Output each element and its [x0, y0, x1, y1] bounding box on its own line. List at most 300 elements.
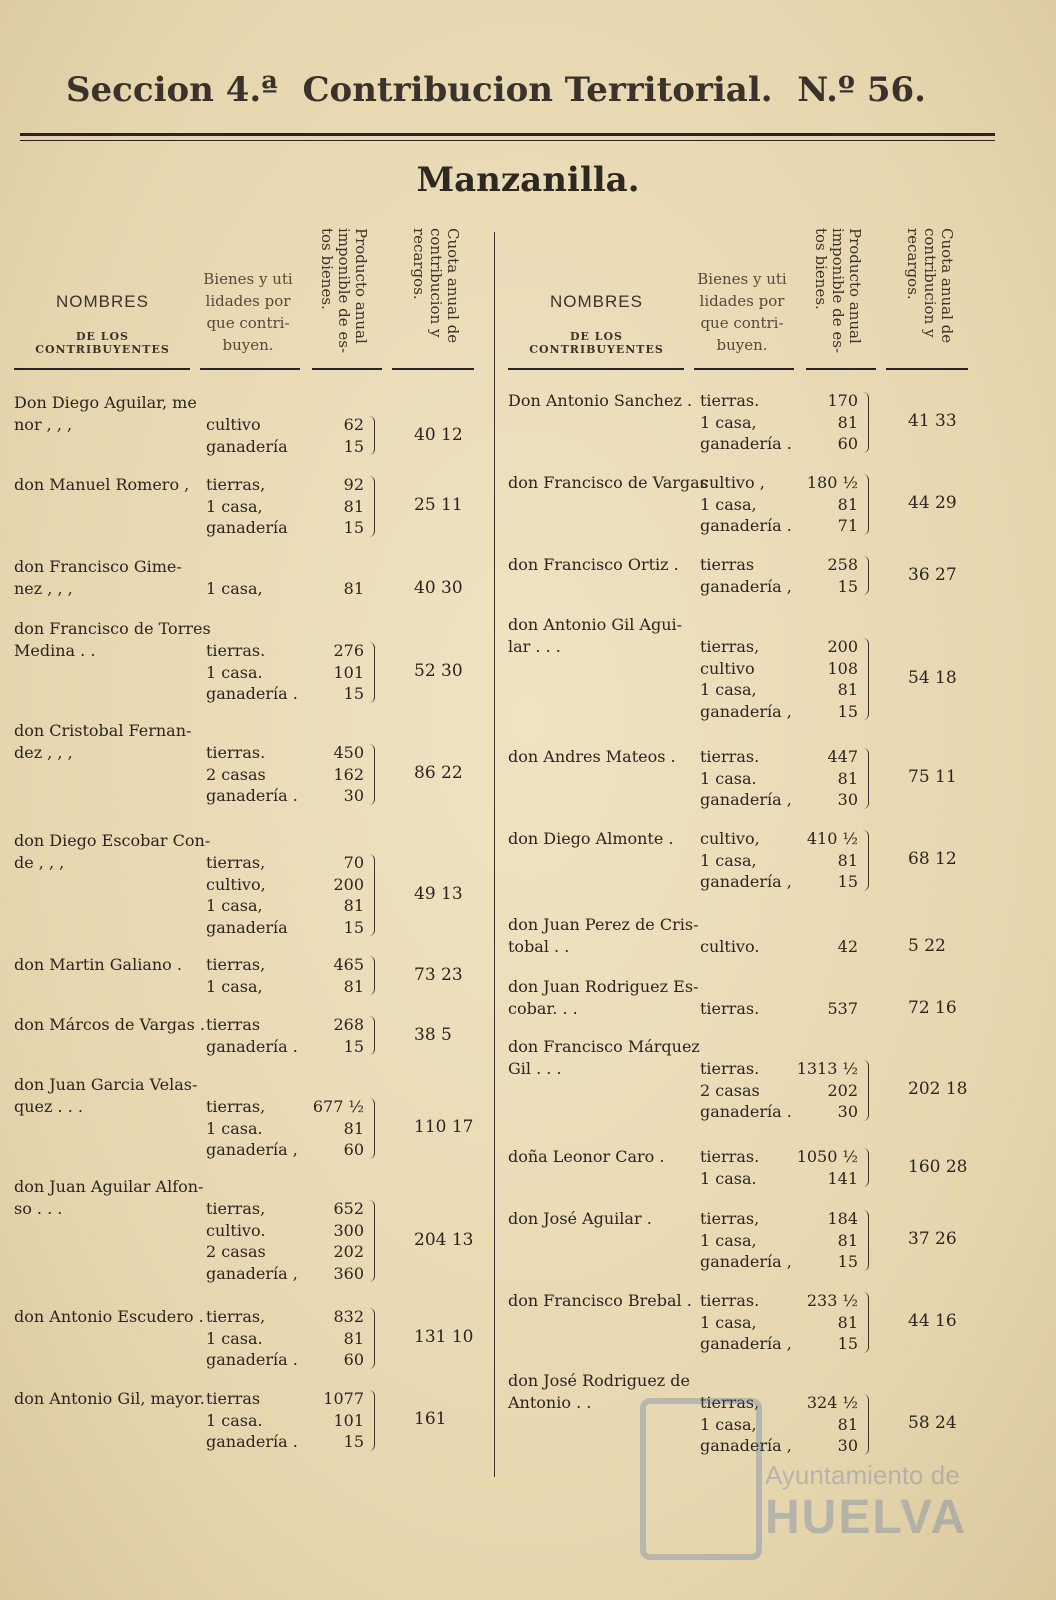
property-list [206, 1198, 364, 1284]
property-value: 15 [343, 518, 364, 537]
contributor-name-line: Antonio . . [508, 1393, 592, 1412]
property-label: ganadería . [700, 1102, 792, 1121]
contributor-name [508, 554, 679, 576]
property-value: 81 [837, 768, 858, 788]
property-label: cultivo [206, 415, 261, 434]
property-row [206, 436, 364, 458]
annual-quota: 41 33 [908, 411, 957, 432]
property-row [206, 578, 364, 600]
brace-mark [368, 956, 375, 995]
property-row [206, 474, 364, 496]
property-label: tierras [206, 1389, 261, 1408]
property-value: 81 [837, 1312, 858, 1332]
property-row [700, 679, 858, 701]
property-value: 300 [333, 1220, 364, 1240]
property-label: tierras. [206, 641, 266, 660]
property-value: 92 [343, 475, 364, 494]
contributor-name-line: Medina . . [14, 641, 96, 660]
property-value: 15 [837, 872, 858, 891]
contributor-name [14, 720, 191, 764]
header-title: Contribucion Territorial. [302, 70, 773, 110]
header-bienes-line: buyen. [222, 336, 274, 354]
property-value: 81 [837, 1230, 858, 1250]
property-list [700, 1058, 858, 1123]
brace-mark [368, 744, 375, 805]
property-row [700, 1312, 858, 1334]
property-label: 1 casa. [206, 1118, 263, 1138]
property-label: cultivo , [700, 473, 765, 492]
property-row [206, 874, 364, 896]
brace-mark [862, 1292, 869, 1353]
brace-mark [862, 1148, 869, 1187]
contributor-name-line: dez , , , [14, 743, 73, 762]
property-label: cultivo [700, 658, 755, 678]
property-value: 30 [837, 1102, 858, 1121]
property-label: tierras, [700, 1393, 760, 1412]
property-row [206, 895, 364, 917]
contributor-name-line: tobal . . [508, 937, 570, 956]
annual-quota: 75 11 [908, 767, 957, 788]
contributor-name-line: don Francisco de Vargas [508, 473, 708, 492]
property-label: ganadería [206, 917, 288, 937]
header-bienes [198, 268, 298, 356]
property-label: ganadería , [206, 1263, 298, 1283]
property-label: 2 casas [206, 764, 266, 784]
property-value: 81 [343, 1118, 364, 1138]
contributor-name [14, 618, 211, 662]
contributor-name [508, 472, 708, 494]
brace-mark [368, 1200, 375, 1282]
header-underline-cuota [392, 368, 474, 370]
property-label: tierras. [206, 743, 266, 762]
property-value: 81 [837, 494, 858, 514]
contributor-name-line: don Diego Escobar Con- [14, 831, 211, 850]
property-label: ganadería , [206, 1140, 298, 1159]
property-value: 15 [343, 1432, 364, 1451]
property-row [700, 494, 858, 516]
contributor-name [508, 746, 676, 768]
property-list [206, 742, 364, 807]
property-label: 1 casa. [206, 1328, 263, 1348]
property-label: tierras. [700, 747, 760, 766]
property-row [700, 412, 858, 434]
property-label: tierras. [700, 999, 760, 1018]
property-label: ganadería . [206, 684, 298, 703]
property-row [206, 976, 364, 998]
contributor-name [508, 390, 692, 412]
annual-quota: 72 16 [908, 997, 957, 1018]
brace-mark [862, 830, 869, 891]
contributor-name-line: don Francisco Ortiz . [508, 555, 679, 574]
property-value: 108 [827, 658, 858, 678]
contributor-name-line: don Juan Perez de Cris- [508, 915, 699, 934]
property-value: 81 [343, 496, 364, 516]
property-label: tierras [206, 1015, 261, 1034]
annual-quota: 44 29 [908, 493, 957, 514]
property-label: 1 casa. [700, 1168, 757, 1188]
property-row [206, 1096, 364, 1118]
property-value: 81 [343, 1328, 364, 1348]
annual-quota: 68 12 [908, 849, 957, 870]
header-underline-producto [806, 368, 876, 370]
contributor-name-line: don Francisco Gime- [14, 557, 182, 576]
contributor-name-line: don Martin Galiano . [14, 955, 182, 974]
annual-quota: 40 30 [414, 577, 463, 598]
contributor-name-line: don José Aguilar . [508, 1209, 652, 1228]
property-label: 1 casa. [206, 1410, 263, 1430]
contributor-name-line: don Juan Garcia Velas- [14, 1075, 198, 1094]
property-label: ganadería . [206, 1350, 298, 1369]
property-label: 1 casa, [700, 494, 757, 514]
header-underline-producto [312, 368, 382, 370]
property-row [700, 701, 858, 723]
contributor-name-line: don Diego Almonte . [508, 829, 674, 848]
contributor-name-line: don Cristobal Fernan- [14, 721, 192, 740]
property-value: 162 [333, 764, 364, 784]
contributor-name [14, 556, 182, 600]
property-value: 200 [827, 637, 858, 656]
property-row [206, 517, 364, 539]
property-list [700, 828, 858, 893]
contributor-name-line: cobar. . . [508, 999, 578, 1018]
contributor-name [14, 1074, 197, 1118]
property-label: cultivo, [206, 874, 266, 894]
annual-quota: 44 16 [908, 1311, 957, 1332]
watermark-line2: HUELVA [765, 1491, 968, 1544]
property-row [206, 414, 364, 436]
property-row [206, 917, 364, 939]
property-value: 81 [837, 850, 858, 870]
annual-quota: 38 5 [414, 1024, 452, 1045]
property-label: cultivo, [700, 829, 760, 848]
property-row [700, 1290, 858, 1312]
header-underline-bienes [694, 368, 794, 370]
property-value: 170 [827, 391, 858, 410]
property-label: tierras, [206, 1199, 266, 1218]
property-list [206, 954, 364, 997]
property-label: tierras. [700, 391, 760, 410]
property-row [700, 658, 858, 680]
property-value: 81 [343, 976, 364, 996]
header-cuota: Cuota anual de contribucion y recargos. [904, 228, 956, 344]
property-label: 1 casa, [206, 976, 263, 996]
contributor-name-line: so . . . [14, 1199, 63, 1218]
property-row [700, 554, 858, 576]
property-list [206, 474, 364, 539]
annual-quota: 40 12 [414, 424, 463, 445]
property-row [206, 683, 364, 705]
property-label: tierras, [206, 1307, 266, 1326]
property-list [700, 390, 858, 455]
property-value: 81 [343, 579, 364, 598]
property-row [206, 1388, 364, 1410]
property-row [206, 640, 364, 662]
property-label: tierras, [206, 955, 266, 974]
property-label: ganadería . [206, 1036, 298, 1056]
property-list [700, 998, 858, 1020]
property-label: 1 casa, [206, 496, 263, 516]
property-value: 15 [343, 684, 364, 703]
property-row [700, 1101, 858, 1123]
property-value: 1313 ½ [796, 1059, 858, 1078]
contributor-name [14, 1014, 205, 1036]
header-bienes [692, 268, 792, 356]
property-label: ganadería , [700, 701, 792, 721]
contributor-name-line: don Andres Mateos . [508, 747, 676, 766]
watermark [640, 1398, 970, 1558]
property-label: ganadería [206, 518, 288, 537]
property-value: 101 [333, 1410, 364, 1430]
contributor-name [14, 1388, 205, 1410]
left-column [0, 0, 490, 1600]
property-label: tierras [700, 555, 755, 574]
property-label: tierras. [700, 1291, 760, 1310]
property-row [206, 1198, 364, 1220]
property-row [700, 472, 858, 494]
property-label: ganadería , [700, 1252, 792, 1271]
annual-quota: 54 18 [908, 668, 957, 688]
header-bienes-line: Bienes y uti [203, 270, 293, 288]
brace-mark [368, 642, 375, 703]
contributor-name-line: don Francisco Márquez [508, 1037, 700, 1056]
property-list [206, 1306, 364, 1371]
property-value: 276 [333, 641, 364, 660]
contributor-name-line: don Manuel Romero , [14, 475, 190, 494]
contributor-name-line: nor , , , [14, 415, 73, 434]
property-row [700, 636, 858, 658]
property-value: 15 [837, 701, 858, 721]
section-label: Seccion 4.ª [66, 70, 278, 110]
header-names-subtitle: DE LOS CONTRIBUYENTES [35, 330, 170, 356]
property-row [206, 1241, 364, 1263]
annual-quota: 36 27 [908, 564, 957, 585]
property-value: 15 [343, 436, 364, 456]
contributor-name [14, 1306, 204, 1328]
property-row [206, 1118, 364, 1140]
property-row [206, 496, 364, 518]
property-label: ganadería , [700, 790, 792, 809]
property-list [206, 1388, 364, 1453]
property-list [700, 472, 858, 537]
contributor-name-line: don José Rodriguez de [508, 1371, 691, 1390]
header-bienes-line: que contri- [206, 314, 290, 332]
brace-mark [368, 1390, 375, 1451]
property-list [700, 1146, 858, 1189]
property-label: ganadería , [700, 1334, 792, 1353]
property-row [700, 746, 858, 768]
property-value: 200 [333, 874, 364, 894]
property-row [700, 1168, 858, 1190]
property-row [700, 1146, 858, 1168]
property-label: 1 casa. [700, 768, 757, 788]
property-list [700, 936, 858, 958]
property-value: 1050 ½ [796, 1147, 858, 1166]
town-title: Manzanilla. [416, 160, 640, 200]
property-label: tierras. [700, 1147, 760, 1166]
brace-mark [368, 1016, 375, 1055]
property-row [700, 433, 858, 455]
brace-mark [862, 638, 869, 720]
contributor-name [508, 1208, 652, 1230]
property-list [206, 1096, 364, 1161]
brace-mark [862, 556, 869, 595]
property-row [700, 936, 858, 958]
property-label: tierras, [206, 853, 266, 872]
property-value: 324 ½ [806, 1393, 858, 1412]
brace-mark [368, 854, 375, 936]
property-row [700, 828, 858, 850]
property-label: 1 casa, [700, 1312, 757, 1332]
property-row [700, 789, 858, 811]
right-column [494, 0, 984, 1600]
header-names [10, 292, 195, 356]
property-value: 677 ½ [312, 1097, 364, 1116]
annual-quota: 110 17 [414, 1117, 474, 1138]
property-list [206, 1014, 364, 1057]
property-row [700, 1080, 858, 1102]
property-value: 652 [333, 1199, 364, 1218]
property-list [700, 554, 858, 597]
property-value: 832 [333, 1307, 364, 1326]
header-bienes-line: lidades por [205, 292, 291, 310]
header-producto: Producto anual imponible de es- tos bienes. [318, 228, 370, 354]
property-row [700, 390, 858, 412]
contributor-name-line: Don Antonio Sanchez . [508, 391, 693, 410]
property-value: 15 [837, 1334, 858, 1353]
contributor-name [508, 1290, 692, 1312]
contributor-name-line: don Antonio Gil Agui- [508, 615, 683, 634]
contributor-name-line: don Juan Rodriguez Es- [508, 977, 699, 996]
contributor-name-line: de , , , [14, 853, 65, 872]
property-label: tierras, [700, 637, 760, 656]
annual-quota: 58 24 [908, 1413, 957, 1434]
contributor-name [508, 1146, 664, 1168]
property-value: 360 [333, 1263, 364, 1283]
property-label: ganadería , [700, 576, 792, 596]
property-list [206, 640, 364, 705]
contributor-name [508, 914, 698, 958]
brace-mark [368, 476, 375, 537]
property-row [206, 785, 364, 807]
property-list [206, 414, 364, 457]
property-value: 15 [837, 576, 858, 596]
property-label: ganadería , [700, 872, 792, 891]
contributor-name [508, 614, 682, 658]
property-label: 1 casa, [700, 1230, 757, 1250]
brace-mark [862, 1210, 869, 1271]
property-list [700, 746, 858, 811]
contributor-name-line: don Márcos de Vargas . [14, 1015, 205, 1034]
property-value: 15 [343, 1036, 364, 1056]
property-label: cultivo. [206, 1220, 266, 1240]
header-bienes-line: que contri- [700, 314, 784, 332]
brace-mark [862, 474, 869, 535]
property-value: 537 [827, 999, 858, 1018]
contributor-name-line: don Juan Aguilar Alfon- [14, 1177, 204, 1196]
property-value: 30 [837, 1436, 858, 1455]
contributor-name-line: nez , , , [14, 579, 73, 598]
property-value: 70 [343, 853, 364, 872]
property-value: 258 [827, 555, 858, 574]
brace-mark [368, 1098, 375, 1159]
contributor-name [14, 1176, 203, 1220]
property-value: 15 [343, 917, 364, 937]
property-value: 202 [333, 1242, 364, 1261]
property-row [206, 954, 364, 976]
property-row [206, 1014, 364, 1036]
property-value: 268 [333, 1015, 364, 1034]
property-label: tierras, [700, 1209, 760, 1228]
property-value: 101 [333, 662, 364, 682]
property-row [700, 515, 858, 537]
header-underline-names [14, 368, 190, 370]
property-row [206, 742, 364, 764]
property-value: 450 [333, 743, 364, 762]
property-label: tierras, [206, 1097, 266, 1116]
property-label: ganadería . [700, 516, 792, 535]
contributor-name-line: don Antonio Gil, mayor. [14, 1389, 205, 1408]
property-list [206, 578, 364, 600]
property-label: ganadería . [206, 1432, 298, 1451]
property-label: 1 casa, [700, 412, 757, 432]
property-value: 81 [837, 412, 858, 432]
annual-quota: 204 13 [414, 1230, 474, 1250]
property-row [700, 1208, 858, 1230]
property-label: tierras. [700, 1059, 760, 1078]
property-row [700, 1230, 858, 1252]
property-list [700, 636, 858, 722]
property-value: 184 [827, 1209, 858, 1228]
annual-quota: 49 13 [414, 884, 463, 904]
property-row [206, 1410, 364, 1432]
contributor-name-line: quez . . . [14, 1097, 83, 1116]
property-label: 1 casa, [206, 896, 263, 915]
property-label: 1 casa. [206, 662, 263, 682]
contributor-name [508, 828, 674, 850]
property-value: 60 [343, 1350, 364, 1369]
property-row [206, 1036, 364, 1058]
property-value: 180 ½ [806, 473, 858, 492]
property-label: 1 casa, [206, 579, 263, 598]
property-label: 1 casa, [700, 680, 757, 699]
contributor-name [14, 830, 210, 874]
property-row [206, 662, 364, 684]
header-bienes-line: lidades por [699, 292, 785, 310]
property-label: 1 casa, [700, 850, 757, 870]
property-row [206, 1263, 364, 1285]
annual-quota: 37 26 [908, 1229, 957, 1250]
annual-quota: 202 18 [908, 1079, 968, 1100]
brace-mark [862, 392, 869, 453]
property-value: 30 [837, 790, 858, 809]
property-value: 1077 [323, 1389, 364, 1408]
contributor-name-line: doña Leonor Caro . [508, 1147, 665, 1166]
property-label: 2 casas [206, 1242, 266, 1261]
annual-quota: 131 10 [414, 1327, 474, 1348]
property-label: cultivo. [700, 937, 760, 956]
property-label: 2 casas [700, 1080, 760, 1100]
brace-mark [862, 1060, 869, 1121]
brace-mark [368, 1308, 375, 1369]
property-value: 81 [837, 1414, 858, 1434]
property-value: 202 [827, 1080, 858, 1100]
property-label: ganadería [206, 436, 288, 456]
header-names-subtitle: DE LOS CONTRIBUYENTES [529, 330, 664, 356]
property-value: 71 [837, 516, 858, 535]
property-row [700, 1058, 858, 1080]
property-row [206, 852, 364, 874]
coat-of-arms-icon [640, 1398, 762, 1560]
